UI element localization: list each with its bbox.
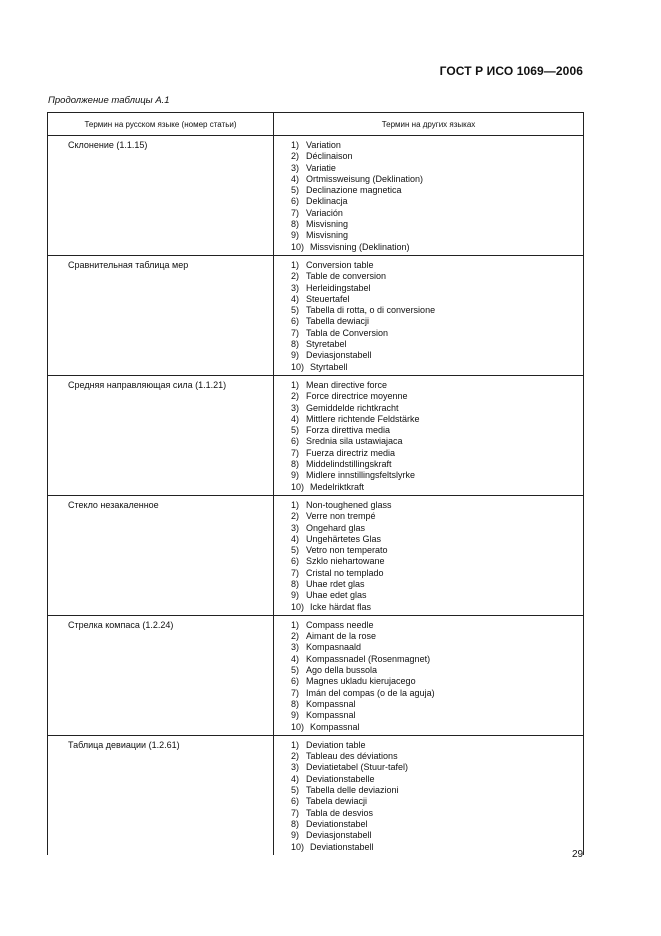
translation-item <box>291 602 579 613</box>
translation-number: 8) <box>291 339 300 350</box>
translation-text: Deviationstabell <box>310 841 374 852</box>
translation-item <box>291 785 579 796</box>
translations-cell <box>274 615 584 735</box>
translation-item <box>291 414 579 425</box>
translation-text: Steuertafel <box>306 293 350 304</box>
translation-text: Variatie <box>306 162 336 173</box>
translation-item <box>291 590 579 601</box>
column-header-russian: Термин на русском языке (номер статьи) <box>48 113 274 136</box>
translation-number: 10) <box>291 361 305 372</box>
table-row <box>48 495 584 615</box>
translation-item <box>291 676 579 687</box>
translation-item <box>291 163 579 174</box>
translation-item <box>291 436 579 447</box>
translation-number: 9) <box>291 590 300 601</box>
translation-number: 4) <box>291 533 300 544</box>
translation-text: Deviatietabel (Stuur-tafel) <box>306 762 409 773</box>
translation-text: Ongehard glas <box>306 522 366 533</box>
translation-text: Kompasnaald <box>306 642 362 653</box>
translation-text: Styretabel <box>306 339 347 350</box>
translation-text: Kompassnal <box>310 721 360 732</box>
translation-item <box>291 242 579 253</box>
translation-number: 7) <box>291 207 300 218</box>
table-row <box>48 735 584 854</box>
translation-text: Deviationstabelle <box>306 773 375 784</box>
translation-text: Declinazione magnetica <box>306 185 402 196</box>
translation-item <box>291 380 579 391</box>
translation-item <box>291 230 579 241</box>
translation-item <box>291 459 579 470</box>
page-number: 29 <box>572 849 584 860</box>
translation-item <box>291 174 579 185</box>
translation-item <box>291 294 579 305</box>
table-row <box>48 255 584 375</box>
translation-number: 10) <box>291 241 305 252</box>
translation-number: 9) <box>291 830 300 841</box>
translation-text: Ungehärtetes Glas <box>306 533 382 544</box>
translation-item <box>291 774 579 785</box>
translation-number: 8) <box>291 818 300 829</box>
translation-item <box>291 579 579 590</box>
table-row <box>48 136 584 256</box>
table-row <box>48 615 584 735</box>
translation-text: Icke härdat flas <box>310 601 372 612</box>
translation-number: 6) <box>291 316 300 327</box>
translation-text: Gemiddelde richtkracht <box>306 402 399 413</box>
translation-item <box>291 305 579 316</box>
translation-number: 1) <box>291 499 300 510</box>
column-header-other-languages: Термин на других языках <box>274 113 584 136</box>
translation-text: Magnes ukladu kierujacego <box>306 676 416 687</box>
translation-number: 6) <box>291 676 300 687</box>
translation-text: Mean directive force <box>306 379 388 390</box>
translation-text: Cristal no templado <box>306 567 384 578</box>
translation-text: Herleidingstabel <box>306 282 371 293</box>
translation-item <box>291 271 579 282</box>
translation-item <box>291 808 579 819</box>
translation-text: Aimant de la rose <box>306 631 377 642</box>
translation-number: 8) <box>291 698 300 709</box>
translation-number: 9) <box>291 230 300 241</box>
translation-text: Medelriktkraft <box>310 481 365 492</box>
translation-item <box>291 568 579 579</box>
translations-cell <box>274 495 584 615</box>
translation-text: Table de conversion <box>306 271 387 282</box>
translation-number: 7) <box>291 447 300 458</box>
translation-number: 1) <box>291 379 300 390</box>
translation-text: Deviationstabel <box>306 818 368 829</box>
translation-item <box>291 339 579 350</box>
translation-text: Tableau des déviations <box>306 751 398 762</box>
translation-number: 2) <box>291 271 300 282</box>
translations-cell <box>274 735 584 854</box>
translation-number: 8) <box>291 219 300 230</box>
translation-item <box>291 283 579 294</box>
translation-number: 3) <box>291 162 300 173</box>
translation-item <box>291 740 579 751</box>
translation-text: Kompassnadel (Rosenmagnet) <box>306 653 431 664</box>
translations-list <box>291 740 579 853</box>
translation-number: 10) <box>291 601 305 612</box>
russian-term: Таблица девиации (1.2.61) <box>48 735 274 854</box>
translation-text: Compass needle <box>306 619 374 630</box>
translation-number: 1) <box>291 259 300 270</box>
translation-number: 3) <box>291 762 300 773</box>
translation-item <box>291 751 579 762</box>
translation-item <box>291 545 579 556</box>
translation-text: Tabla de desvios <box>306 807 374 818</box>
translation-number: 7) <box>291 687 300 698</box>
translation-number: 8) <box>291 459 300 470</box>
translation-number: 2) <box>291 151 300 162</box>
translation-item <box>291 830 579 841</box>
translation-item <box>291 796 579 807</box>
translation-number: 7) <box>291 567 300 578</box>
translation-item <box>291 556 579 567</box>
translation-item <box>291 688 579 699</box>
translation-number: 1) <box>291 619 300 630</box>
translation-number: 6) <box>291 436 300 447</box>
translation-text: Imán del compas (o de la aguja) <box>306 687 435 698</box>
translation-number: 9) <box>291 710 300 721</box>
translation-text: Misvisning <box>306 230 349 241</box>
translation-number: 10) <box>291 841 305 852</box>
translation-item <box>291 362 579 373</box>
translation-text: Deviasjonstabell <box>306 350 372 361</box>
translation-number: 1) <box>291 739 300 750</box>
translation-number: 1) <box>291 140 300 150</box>
translation-number: 5) <box>291 785 300 796</box>
translation-item <box>291 316 579 327</box>
translation-text: Forza direttiva media <box>306 425 391 436</box>
translation-number: 5) <box>291 545 300 556</box>
translation-item <box>291 185 579 196</box>
translation-item <box>291 819 579 830</box>
table-caption: Продолжение таблицы А.1 <box>48 95 170 106</box>
translation-text: Force directrice moyenne <box>306 391 408 402</box>
translation-text: Fuerza directriz media <box>306 447 396 458</box>
translation-item <box>291 665 579 676</box>
translation-text: Tabla de Conversion <box>306 327 389 338</box>
translation-text: Ago della bussola <box>306 665 378 676</box>
translation-item <box>291 710 579 721</box>
table-body <box>48 136 584 855</box>
translation-number: 6) <box>291 556 300 567</box>
translation-text: Missvisning (Deklination) <box>310 241 410 252</box>
translation-number: 9) <box>291 470 300 481</box>
translation-item <box>291 140 579 151</box>
translation-item <box>291 534 579 545</box>
table-header-row <box>48 113 584 136</box>
translation-item <box>291 425 579 436</box>
terms-table-container <box>47 112 583 855</box>
table-row <box>48 375 584 495</box>
translation-number: 9) <box>291 350 300 361</box>
terms-table <box>47 112 584 855</box>
translation-number: 10) <box>291 721 305 732</box>
translation-text: Mittlere richtende Feldstärke <box>306 413 420 424</box>
translations-list <box>291 620 579 733</box>
translation-item <box>291 328 579 339</box>
standard-header: ГОСТ Р ИСО 1069—2006 <box>439 64 583 78</box>
translation-item <box>291 631 579 642</box>
translation-text: Tabella di rotta, o di conversione <box>306 305 436 316</box>
translation-text: Déclinaison <box>306 151 353 162</box>
translation-item <box>291 470 579 481</box>
translation-number: 5) <box>291 425 300 436</box>
translation-item <box>291 350 579 361</box>
translation-text: Tabella dewiacji <box>306 316 370 327</box>
translation-text: Ortmissweisung (Deklination) <box>306 173 424 184</box>
russian-term: Стрелка компаса (1.2.24) <box>48 615 274 735</box>
translation-text: Tabella delle deviazioni <box>306 785 399 796</box>
translation-item <box>291 448 579 459</box>
translation-text: Srednia sila ustawiajaca <box>306 436 403 447</box>
russian-term: Стекло незакаленное <box>48 495 274 615</box>
translation-number: 2) <box>291 511 300 522</box>
translation-text: Variation <box>306 140 341 150</box>
translation-text: Kompassnal <box>306 698 356 709</box>
translation-number: 4) <box>291 413 300 424</box>
translation-item <box>291 642 579 653</box>
translation-text: Szklo niehartowane <box>306 556 385 567</box>
translations-cell <box>274 136 584 256</box>
translation-number: 5) <box>291 665 300 676</box>
translation-number: 3) <box>291 642 300 653</box>
translation-text: Styrtabell <box>310 361 348 372</box>
translation-item <box>291 654 579 665</box>
translation-number: 5) <box>291 185 300 196</box>
translation-item <box>291 196 579 207</box>
translation-item <box>291 500 579 511</box>
translation-item <box>291 699 579 710</box>
translation-number: 10) <box>291 481 305 492</box>
translation-number: 7) <box>291 327 300 338</box>
translation-item <box>291 403 579 414</box>
translation-number: 6) <box>291 796 300 807</box>
translation-item <box>291 511 579 522</box>
translation-number: 3) <box>291 402 300 413</box>
translation-number: 4) <box>291 173 300 184</box>
translation-text: Midlere innstillingsfeltslyrke <box>306 470 416 481</box>
translation-number: 2) <box>291 751 300 762</box>
translation-number: 4) <box>291 293 300 304</box>
translation-item <box>291 722 579 733</box>
russian-term: Сравнительная таблица мер <box>48 255 274 375</box>
translation-text: Conversion table <box>306 259 374 270</box>
translation-text: Kompassnal <box>306 710 356 721</box>
translation-item <box>291 482 579 493</box>
translation-item <box>291 842 579 853</box>
translation-text: Tabela dewiacji <box>306 796 368 807</box>
translation-number: 5) <box>291 305 300 316</box>
translation-text: Uhae rdet glas <box>306 578 365 589</box>
translation-text: Non-toughened glass <box>306 499 392 510</box>
translations-list <box>291 500 579 613</box>
translation-item <box>291 523 579 534</box>
translation-number: 4) <box>291 773 300 784</box>
translation-item <box>291 219 579 230</box>
translation-text: Misvisning <box>306 219 349 230</box>
translation-text: Deviation table <box>306 739 366 750</box>
translation-item <box>291 260 579 271</box>
translation-text: Variación <box>306 207 343 218</box>
translation-item <box>291 208 579 219</box>
translation-item <box>291 762 579 773</box>
translation-text: Vetro non temperato <box>306 545 388 556</box>
translation-text: Deviasjonstabell <box>306 830 372 841</box>
russian-term: Склонение (1.1.15) <box>48 136 274 256</box>
translations-list <box>291 380 579 493</box>
translation-number: 4) <box>291 653 300 664</box>
translation-text: Deklinacja <box>306 196 348 207</box>
translation-number: 2) <box>291 391 300 402</box>
translation-text: Middelindstillingskraft <box>306 459 392 470</box>
translation-number: 3) <box>291 282 300 293</box>
translations-cell <box>274 255 584 375</box>
translation-text: Uhae edet glas <box>306 590 367 601</box>
translations-list <box>291 140 579 253</box>
translation-number: 2) <box>291 631 300 642</box>
translations-list <box>291 260 579 373</box>
translation-number: 3) <box>291 522 300 533</box>
translations-cell <box>274 375 584 495</box>
translation-number: 6) <box>291 196 300 207</box>
translation-item <box>291 151 579 162</box>
translation-text: Verre non trempé <box>306 511 376 522</box>
translation-number: 8) <box>291 578 300 589</box>
translation-number: 7) <box>291 807 300 818</box>
russian-term: Средняя направляющая сила (1.1.21) <box>48 375 274 495</box>
translation-item <box>291 391 579 402</box>
translation-item <box>291 620 579 631</box>
